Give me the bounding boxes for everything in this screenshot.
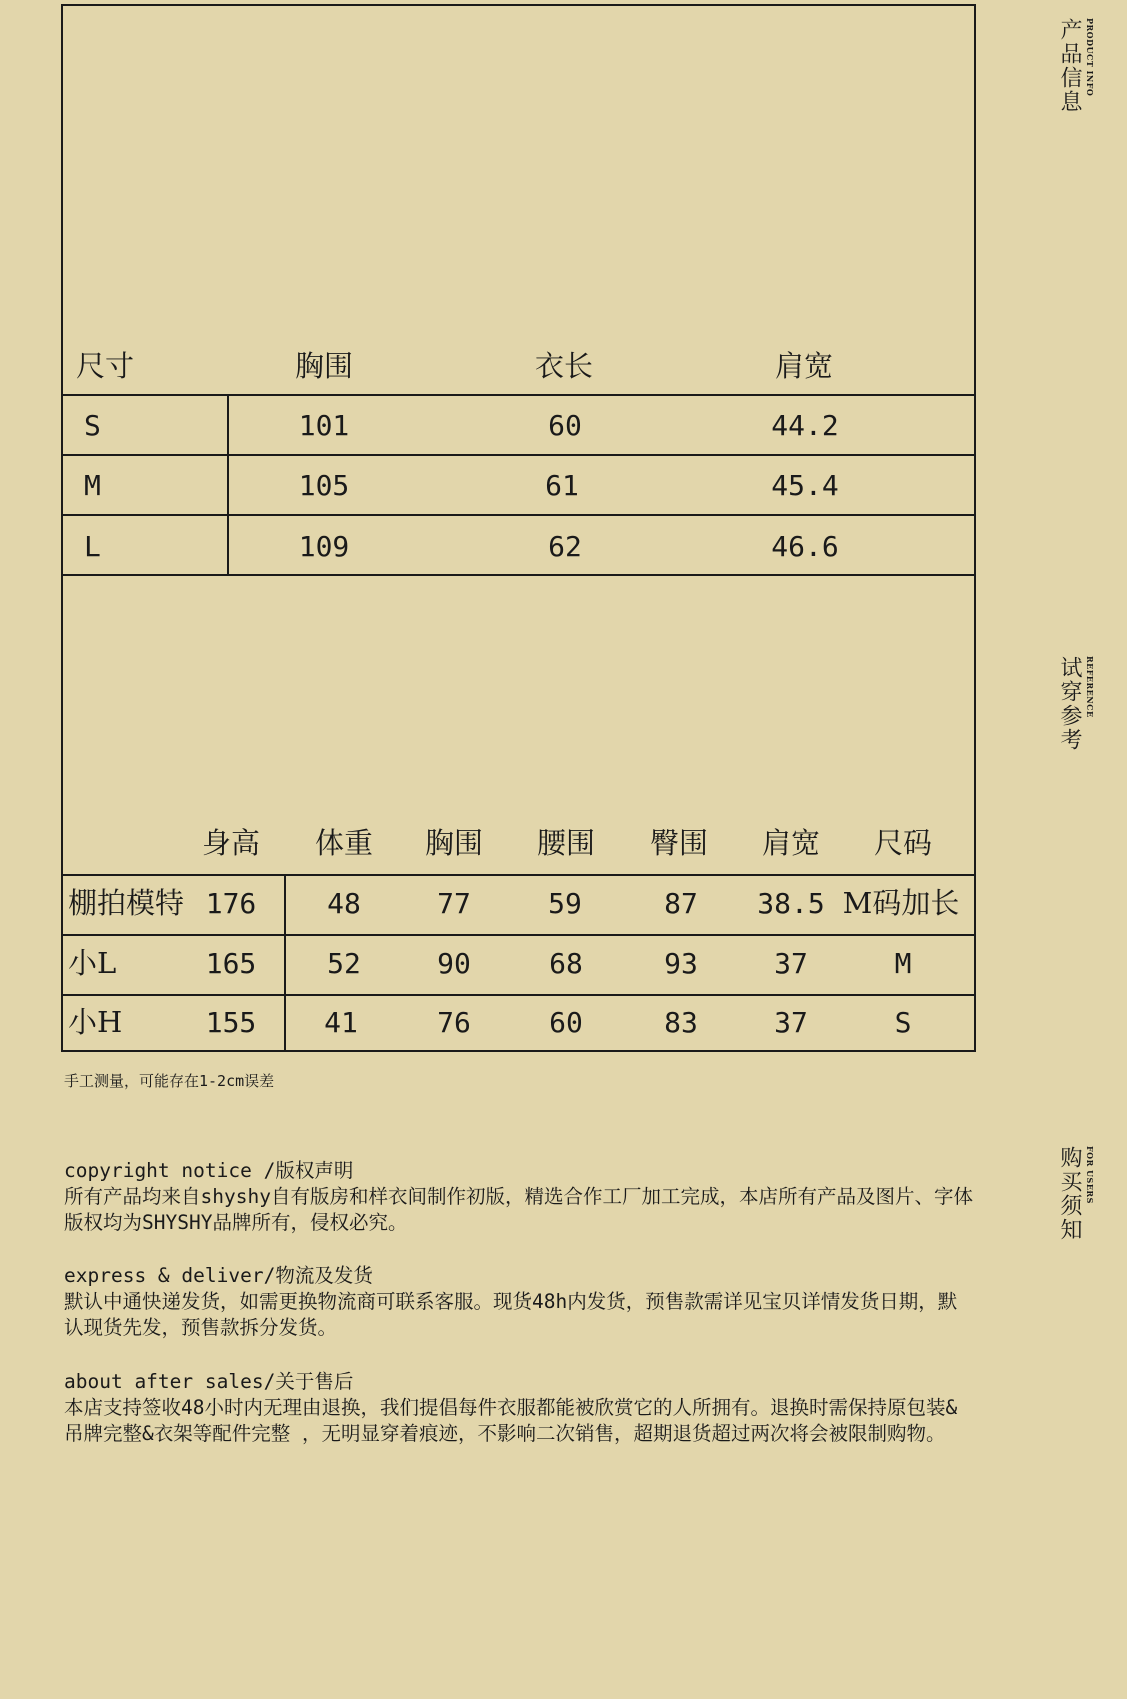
- notice-title: about after sales/关于售后: [64, 1370, 354, 1393]
- table-cell: 38.5: [757, 887, 825, 920]
- model-table-line: [61, 874, 976, 876]
- side-label-reference: 试穿参考: [1057, 656, 1082, 752]
- size-table-line: [61, 514, 976, 516]
- notice-title: copyright notice /版权声明: [64, 1159, 354, 1182]
- model-header-waist: 腰围: [536, 826, 596, 860]
- table-cell: 77: [437, 887, 471, 920]
- table-cell: 41: [324, 1006, 358, 1039]
- table-cell: 105: [298, 469, 350, 502]
- notice-body: 本店支持签收48小时内无理由退换，我们提倡每件衣服都能被欣赏它的人所拥有。退换时需保持原包装&吊牌完整&衣架等配件完整 ，无明显穿着痕迹，不影响二次销售，超期退货超过两次将会被限制购物。: [64, 1396, 958, 1445]
- side-label-for-users-en: FOR USERS: [1085, 1146, 1095, 1204]
- table-cell: 60: [548, 409, 582, 442]
- model-table-line: [61, 994, 976, 996]
- model-header-hip: 臀围: [649, 826, 709, 860]
- table-cell: L: [84, 530, 101, 563]
- table-cell: 93: [664, 947, 698, 980]
- table-cell: M: [84, 469, 101, 502]
- model-header-chest: 胸围: [424, 826, 484, 860]
- table-cell: 60: [549, 1006, 583, 1039]
- table-cell: 45.4: [771, 469, 839, 502]
- model-table-line: [61, 934, 976, 936]
- model-header-height: 身高: [201, 826, 261, 860]
- notice-title: express & deliver/物流及发货: [64, 1264, 373, 1287]
- table-cell: 109: [298, 530, 350, 563]
- size-header-shoulder: 肩宽: [774, 349, 834, 383]
- after-sales-notice: [64, 1369, 974, 1447]
- size-header-chest: 胸围: [294, 349, 354, 383]
- table-cell: 90: [437, 947, 471, 980]
- table-cell: 46.6: [771, 530, 839, 563]
- size-table-line: [61, 454, 976, 456]
- side-label-product-info: 产品信息: [1057, 18, 1082, 114]
- side-label-product-info-en: PRODUCT INFO: [1085, 18, 1095, 97]
- measurement-note: 手工测量，可能存在1-2cm误差: [64, 1072, 275, 1090]
- model-header-size: 尺码: [873, 826, 933, 860]
- table-cell: 176: [205, 887, 257, 920]
- side-label-for-users: 购买须知: [1057, 1146, 1082, 1242]
- notice-body: 默认中通快递发货，如需更换物流商可联系客服。现货48h内发货，预售款需详见宝贝详情发货日期，默认现货先发，预售款拆分发货。: [64, 1290, 958, 1339]
- table-cell: 76: [437, 1006, 471, 1039]
- table-cell: 37: [774, 947, 808, 980]
- model-table-divider: [284, 874, 286, 1052]
- table-cell: 52: [327, 947, 361, 980]
- table-cell: S: [894, 1006, 912, 1039]
- size-table-divider: [227, 394, 229, 576]
- table-cell: 165: [205, 947, 257, 980]
- table-cell: 37: [774, 1006, 808, 1039]
- table-cell: 68: [549, 947, 583, 980]
- side-label-reference-en: REFERENCE: [1085, 656, 1095, 718]
- table-cell: 101: [298, 409, 350, 442]
- table-cell: 155: [205, 1006, 257, 1039]
- size-table-line: [61, 574, 976, 576]
- table-cell: M: [894, 947, 912, 980]
- copyright-notice: [64, 1158, 974, 1236]
- info-frame: [61, 4, 976, 1052]
- table-cell: 59: [548, 887, 582, 920]
- table-cell: 87: [664, 887, 698, 920]
- table-cell: 83: [664, 1006, 698, 1039]
- table-cell: 小L: [68, 946, 117, 980]
- express-notice: [64, 1263, 974, 1341]
- table-cell: 48: [327, 887, 361, 920]
- table-cell: 小H: [68, 1005, 123, 1039]
- table-cell: 62: [548, 530, 582, 563]
- notice-body: 所有产品均来自shyshy自有版房和样衣间制作初版，精选合作工厂加工完成，本店所有产品及图片、字体版权均为SHYSHY品牌所有，侵权必究。: [64, 1185, 973, 1234]
- table-cell: 44.2: [771, 409, 839, 442]
- table-cell: M码加长: [842, 886, 960, 920]
- table-cell: S: [84, 409, 101, 442]
- table-cell: 61: [545, 469, 579, 502]
- model-header-weight: 体重: [314, 826, 374, 860]
- size-table-line: [61, 394, 976, 396]
- model-header-shoulder: 肩宽: [761, 826, 821, 860]
- size-header-size: 尺寸: [76, 349, 135, 383]
- size-header-length: 衣长: [534, 349, 594, 383]
- table-cell: 棚拍模特: [68, 886, 185, 920]
